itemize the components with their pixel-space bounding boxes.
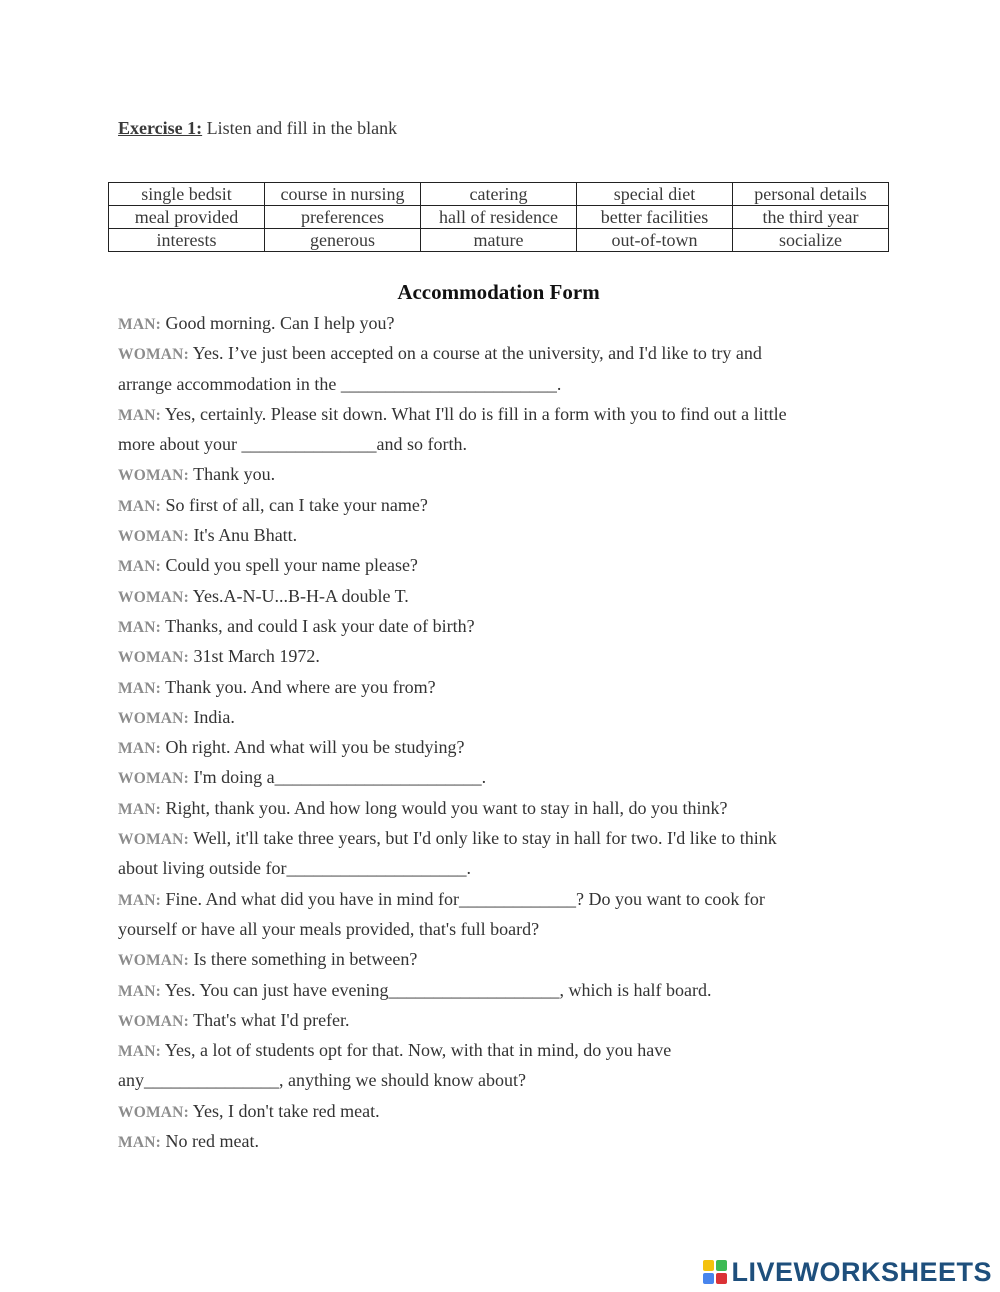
logo-square-blue [703,1273,714,1284]
speaker-label: WOMAN: [118,1012,189,1030]
word-bank-cell: hall of residence [421,206,577,229]
line-text: I'm doing a_______________________. [188,767,487,788]
dialogue-line [118,1006,878,1036]
speaker-label: WOMAN: [118,952,189,970]
line-text: any_______________, anything we should know about? [118,1070,526,1091]
speaker-label: MAN: [118,1134,161,1152]
speaker-label: WOMAN: [118,649,189,667]
dialogue-transcript [118,309,878,1157]
line-text: That's what I'd prefer. [188,1009,350,1030]
speaker-label: WOMAN: [118,831,189,849]
line-text: Good morning. Can I help you? [160,313,395,333]
dialogue-line [118,400,878,430]
logo-square-yellow [703,1260,714,1271]
dialogue-line [118,794,878,824]
word-bank-cell: socialize [733,229,889,252]
exercise-heading [118,118,397,139]
form-title: Accommodation Form [397,280,600,304]
dialogue-line [118,460,878,490]
dialogue-line [118,339,878,369]
exercise-instruction: Listen and fill in the blank [202,118,398,138]
dialogue-line [118,1127,878,1157]
speaker-label: WOMAN: [118,1103,189,1121]
speaker-label: MAN: [118,558,161,576]
exercise-label: Exercise 1: [118,118,203,138]
word-bank-cell: special diet [577,183,733,206]
line-text: Could you spell your name please? [160,555,418,576]
speaker-label: MAN: [118,679,161,697]
word-bank-cell: the third year [733,206,889,229]
speaker-label: MAN: [118,406,161,424]
dialogue-line [118,824,878,854]
speaker-label: MAN: [118,740,161,758]
liveworksheets-logo [703,1252,992,1292]
line-text: Fine. And what did you have in mind for_____________? Do you want to cook for [160,888,765,909]
line-text: Right, thank you. And how long would you want to stay in hall, do you think? [160,797,728,818]
dialogue-line [118,582,878,612]
logo-square-red [716,1273,727,1284]
word-bank-cell: generous [265,229,421,252]
line-text: about living outside for____________________. [118,858,471,879]
line-text: India. [188,706,235,727]
line-text: Yes.A-N-U...B-H-A double T. [188,585,409,606]
dialogue-line [118,915,878,945]
line-text: yourself or have all your meals provided, that's full board? [118,918,540,939]
speaker-label: MAN: [118,316,161,333]
logo-text: LIVEWORKSHEETS [731,1256,992,1287]
line-text: It's Anu Bhatt. [188,525,298,546]
word-bank-cell: out-of-town [577,229,733,252]
speaker-label: WOMAN: [118,588,189,606]
line-text: Thanks, and could I ask your date of birth? [160,615,475,636]
line-text: Well, it'll take three years, but I'd only like to stay in hall for two. I'd like to think [188,828,777,849]
line-text: Thank you. And where are you from? [160,676,436,697]
logo-square-green [716,1260,727,1271]
line-text: Is there something in between? [188,949,418,970]
dialogue-line [118,642,878,672]
line-text: No red meat. [160,1131,259,1152]
word-bank-cell: better facilities [577,206,733,229]
line-text: 31st March 1972. [188,646,320,667]
speaker-label: MAN: [118,982,161,1000]
line-text: Oh right. And what will you be studying? [160,737,465,758]
word-bank-row [109,229,889,252]
dialogue-line [118,854,878,884]
word-bank-cell: interests [109,229,265,252]
dialogue-line [118,673,878,703]
speaker-label: MAN: [118,1043,161,1061]
speaker-label: WOMAN: [118,709,189,727]
line-text: Yes, a lot of students opt for that. Now, with that in mind, do you have [160,1040,672,1061]
dialogue-line [118,309,878,339]
speaker-label: MAN: [118,497,161,515]
speaker-label: WOMAN: [118,528,189,546]
line-text: Thank you. [188,464,276,485]
speaker-label: WOMAN: [118,770,189,788]
word-bank-table [108,182,889,252]
dialogue-line [118,521,878,551]
dialogue-line [118,885,878,915]
speaker-label: MAN: [118,891,161,909]
dialogue-line [118,1097,878,1127]
speaker-label: WOMAN: [118,467,189,485]
dialogue-line [118,1066,878,1096]
line-text: Yes, certainly. Please sit down. What I'll do is fill in a form with you to find out a little [160,403,787,424]
speaker-label: MAN: [118,618,161,636]
dialogue-line [118,703,878,733]
word-bank-cell: personal details [733,183,889,206]
word-bank-cell: single bedsit [109,183,265,206]
dialogue-line [118,612,878,642]
speaker-label: MAN: [118,800,161,818]
dialogue-line [118,491,878,521]
word-bank-cell: meal provided [109,206,265,229]
line-text: Yes. I’ve just been accepted on a course at the university, and I'd like to try and [188,343,762,364]
line-text: arrange accommodation in the ________________________. [118,373,562,394]
line-text: Yes, I don't take red meat. [188,1100,380,1121]
dialogue-line [118,733,878,763]
dialogue-line [118,976,878,1006]
speaker-label: WOMAN: [118,346,189,364]
word-bank-cell: catering [421,183,577,206]
dialogue-line [118,551,878,581]
dialogue-line [118,945,878,975]
logo-grid-icon [703,1260,727,1284]
word-bank-row [109,206,889,229]
dialogue-line [118,1036,878,1066]
dialogue-line [118,763,878,793]
word-bank-cell: course in nursing [265,183,421,206]
line-text: more about your _______________and so forth. [118,434,467,455]
dialogue-line [118,430,878,460]
line-text: Yes. You can just have evening___________________, which is half board. [160,979,712,1000]
word-bank-cell: preferences [265,206,421,229]
word-bank-row [109,183,889,206]
word-bank-cell: mature [421,229,577,252]
line-text: So first of all, can I take your name? [160,494,428,515]
dialogue-line [118,370,878,400]
